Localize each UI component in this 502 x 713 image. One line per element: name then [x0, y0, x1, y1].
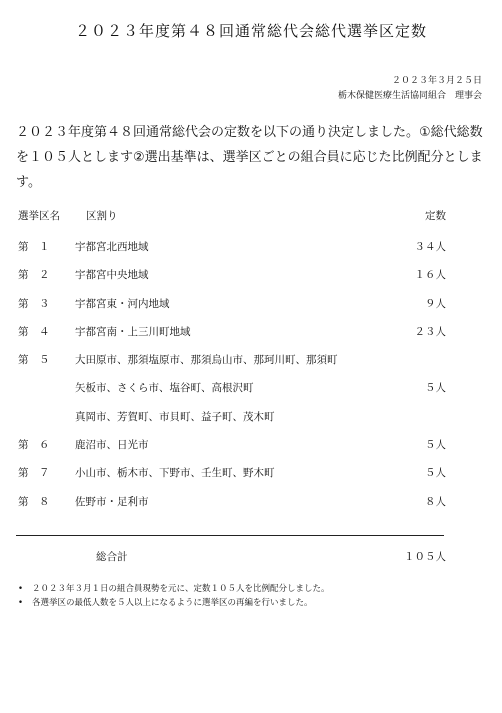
header-count: 定数 [425, 210, 446, 222]
total-label: 総合計 [96, 551, 128, 563]
district-8-area: 佐野市・足利市 [75, 496, 149, 508]
district-1-area: 宇都宮北西地域 [75, 241, 149, 253]
note-item: • ２０２３年３月１日の組合員現勢を元に、定数１０５人を比例配分しました。 [18, 584, 330, 594]
district-8-count: ８人 [425, 496, 446, 508]
district-5-area-line2: 矢板市、さくら市、塩谷町、高根沢町 [75, 382, 254, 394]
note-item: • 各選挙区の最低人数を５人以上になるように選挙区の再編を行いました。 [18, 598, 313, 608]
district-6-count: ５人 [425, 439, 446, 451]
district-7-count: ５人 [425, 467, 446, 479]
district-8-num: 第 ８ [18, 496, 50, 508]
district-7-area: 小山市、栃木市、下野市、壬生町、野木町 [75, 467, 275, 479]
district-6-num: 第 ６ [18, 439, 50, 451]
district-5-area-line3: 真岡市、芳賀町、市貝町、益子町、茂木町 [75, 411, 275, 423]
page-title: ２０２３年度第４８回通常総代会総代選挙区定数 [74, 22, 427, 40]
district-4-num: 第 ４ [18, 326, 50, 338]
district-7-num: 第 ７ [18, 467, 50, 479]
district-3-count: ９人 [425, 298, 446, 310]
organization-name: 栃木保健医療生活協同組合 理事会 [337, 91, 482, 101]
note-text: ２０２３年３月１日の組合員現勢を元に、定数１０５人を比例配分しました。 [32, 584, 330, 594]
district-4-count: ２３人 [414, 326, 446, 338]
header-district: 選挙区名 [18, 210, 60, 222]
district-2-count: １６人 [414, 269, 446, 281]
header-area: 区割り [86, 210, 118, 222]
note-text: 各選挙区の最低人数を５人以上になるように選挙区の再編を行いました。 [32, 598, 313, 608]
total-divider [16, 535, 444, 536]
district-6-area: 鹿沼市、日光市 [75, 439, 149, 451]
intro-paragraph: ２０２３年度第４８回通常総代会の定数を以下の通り決定しました。①総代総数を１０５人とします②選出基準は、選挙区ごとの組合員に応じた比例配分とします。 [16, 125, 483, 190]
district-2-num: 第 ２ [18, 269, 50, 281]
district-1-num: 第 １ [18, 241, 50, 253]
district-1-count: ３４人 [414, 241, 446, 253]
total-value: １０５人 [404, 551, 446, 563]
district-2-area: 宇都宮中央地域 [75, 269, 149, 281]
notes-list [16, 582, 330, 610]
district-5-num: 第 ５ [18, 354, 50, 366]
district-3-num: 第 ３ [18, 298, 50, 310]
document-date: ２０２３年３月２５日 [391, 76, 482, 86]
district-4-area: 宇都宮南・上三川町地域 [75, 326, 191, 338]
district-5-area-line1: 大田原市、那須塩原市、那須烏山市、那珂川町、那須町 [75, 354, 338, 366]
district-5-count: ５人 [425, 382, 446, 394]
district-3-area: 宇都宮東・河内地域 [75, 298, 170, 310]
